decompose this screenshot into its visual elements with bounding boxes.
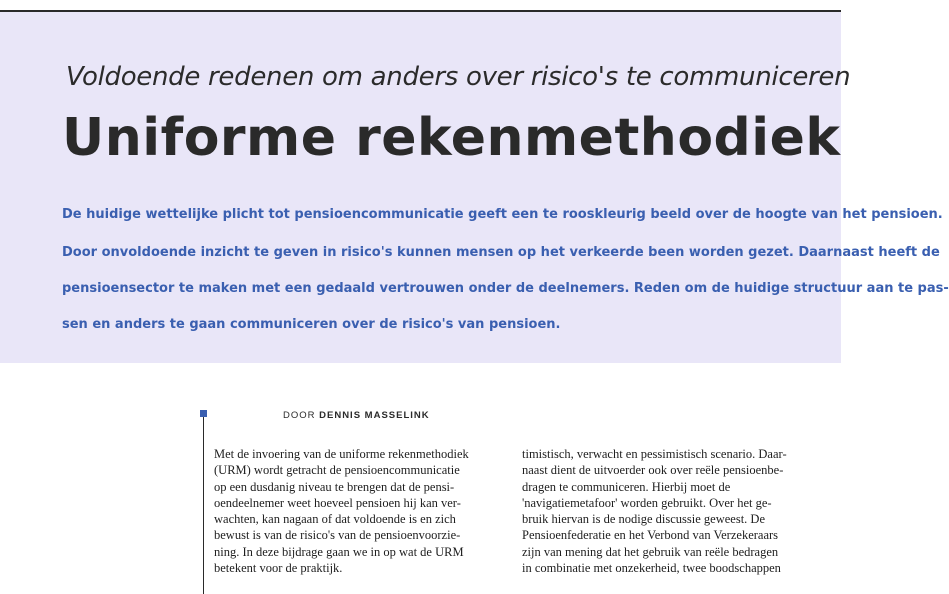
body-line: naast dient de uitvoerder ook over reële pensioenbe- [522, 463, 784, 478]
byline-marker [200, 410, 207, 417]
body-line: Met de invoering van de uniforme rekenmethodiek [214, 447, 469, 461]
intro-line: Door onvoldoende inzicht te geven in risico's kunnen mensen op het verkeerde been worden gezet. Daarnaast heeft de [62, 245, 940, 260]
body-line: dragen te communiceren. Hierbij moet de [522, 479, 731, 494]
body-line: bewust is van de risico's van de pensioenvoorzie- [214, 528, 461, 543]
body-line: timistisch, verwacht en pessimistisch scenario. Daar- [522, 447, 787, 461]
body-column-left [214, 446, 469, 576]
article-subtitle: Voldoende redenen om anders over risico's te communiceren [66, 62, 851, 92]
intro-line: De huidige wettelijke plicht tot pensioencommunicatie geeft een te rooskleurig beeld over de hoogte van het pensioen. [62, 207, 943, 222]
body-line: op een dusdanig niveau te brengen dat de pensi- [214, 479, 455, 494]
intro-line: sen en anders te gaan communiceren over de risico's van pensioen. [62, 317, 561, 332]
byline [283, 410, 430, 421]
column-rule [203, 417, 204, 594]
body-line: Pensioenfederatie en het Verbond van Verzekeraars [522, 528, 779, 543]
intro-line: pensioensector te maken met een gedaald vertrouwen onder de deelnemers. Reden om de huidige structuur aan te pas- [62, 281, 949, 296]
body-line: zijn van mening dat het gebruik van reële bedragen [522, 544, 779, 559]
byline-prefix: DOOR [283, 410, 316, 421]
body-line: (URM) wordt getracht de pensioencommunicatie [214, 463, 460, 478]
body-line: oendeelnemer weet hoeveel pensioen hij kan ver- [214, 495, 461, 510]
byline-author: DENNIS MASSELINK [319, 410, 430, 421]
body-line: 'navigatiemetafoor' worden gebruikt. Over het ge- [522, 495, 772, 510]
article-title: Uniforme rekenmethodiek [62, 108, 841, 168]
body-line: ning. In deze bijdrage gaan we in op wat de URM [214, 544, 464, 559]
body-line: bruik hiervan is de nodige discussie geweest. De [522, 512, 765, 527]
body-line: in combinatie met onzekerheid, twee boodschappen [522, 561, 781, 576]
body-column-right [522, 446, 787, 576]
body-line: betekent voor de praktijk. [214, 561, 343, 576]
body-line: wachten, kan nagaan of dat voldoende is en zich [214, 512, 456, 527]
